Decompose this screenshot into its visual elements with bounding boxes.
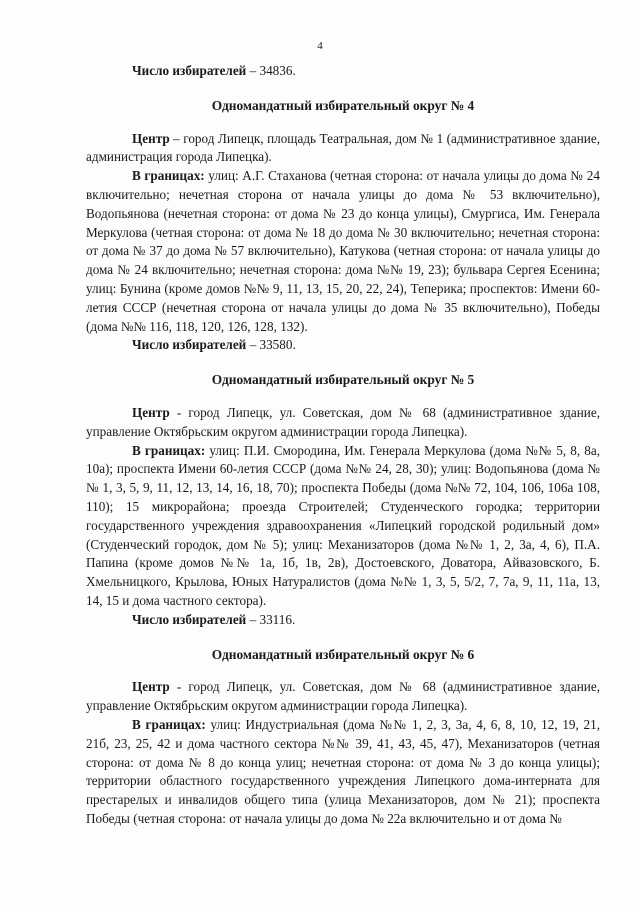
center-label: Центр	[132, 679, 170, 695]
voters-label: Число избирателей	[132, 337, 247, 353]
district-6-center	[86, 678, 600, 716]
center-text: - город Липецк, ул. Советская, дом № 68 (административное здание, управление Октябрьским округом администрации города Липецка).	[86, 679, 600, 714]
bounds-text: улиц: П.И. Смородина, Им. Генерала Меркулова (дома №№ 5, 8, 8а, 10а); проспекта Имени 60-летия СССР (дома №№ 24, 28, 30); улиц: Водопьянова (дома №№ 1, 3, 5, 9, 11, 12, 13, 14, 16, 18, 70); проспекта Победы (дома №№ 72, 104, 106, 106а 108, 110); 15 микрорайона; проезда Строителей; Студенческого городка; территории государственного учреждения здравоохранения «Липецкий городской родильный дом» (Студенческий городок, дом № 5); улиц: Механизаторов (дома №№ 1, 2, 3а, 4, 6), П.А. Папина (кроме домов №№ 1а, 1б, 1в, 2в), Достоевского, Доватора, Айвазовского, Б. Хмельницкого, Крылова, Юных Натуралистов (дома №№ 1, 3, 5, 5/2, 7, 7а, 9, 11, 11а, 13, 14, 15 и дома частного сектора).	[86, 442, 600, 608]
district-4-voters	[86, 336, 600, 355]
voters-value: – 33116.	[246, 611, 296, 627]
voters-label: Число избирателей	[132, 611, 247, 627]
voters-count-district-3	[86, 62, 600, 81]
district-6-bounds	[86, 716, 600, 829]
bounds-label: В границах:	[132, 442, 206, 458]
center-text: – город Липецк, площадь Театральная, дом № 1 (административное здание, администрация города Липецка).	[86, 130, 600, 165]
voters-value: – 34836.	[246, 63, 296, 78]
page-body	[86, 62, 600, 829]
bounds-label: В границах:	[132, 168, 205, 184]
district-4-bounds	[86, 167, 600, 336]
voters-label: Число избирателей	[132, 63, 247, 78]
bounds-text: улиц: Индустриальная (дома №№ 1, 2, 3, 3а, 4, 6, 8, 10, 12, 19, 21, 21б, 23, 25, 42 и дома частного сектора №№ 39, 41, 43, 45, 47), Механизаторов (четная сторона: от дома № 8 до конца улиц; нечетная сторона: от дома № 3 до конца улицы); территории областного государственного учреждения Липецкого дома-интерната для престарелых и инвалидов общего типа (улица Механизаторов, дом № 21); проспекта Победы (четная сторона: от начала улицы до дома № 22а включительно и от дома №	[86, 716, 601, 826]
district-5-heading: Одномандатный избирательный округ № 5	[211, 372, 475, 388]
district-4-heading: Одномандатный избирательный округ № 4	[211, 97, 475, 113]
center-text: - город Липецк, ул. Советская, дом № 68 (административное здание, управление Октябрьским округом администрации города Липецка).	[86, 404, 600, 439]
voters-value: – 33580.	[246, 337, 296, 353]
district-5-voters	[86, 611, 600, 630]
district-5-bounds	[86, 442, 600, 611]
district-5-center	[86, 404, 600, 442]
center-label: Центр	[132, 130, 170, 146]
page-number: 4	[317, 40, 323, 52]
bounds-label: В границах:	[132, 716, 206, 732]
bounds-text: улиц: А.Г. Стаханова (четная сторона: от начала улицы до дома № 24 включительно; нечетная сторона от начала улицы до дома № 53 включительно), Водопьянова (нечетная сторона: от дома № 23 до конца улицы), Смургиса, Им. Генерала Меркулова (четная сторона: от дома № 18 до дома № 30 включительно; нечетная сторона: от дома № 37 до дома № 57 включительно), Катукова (четная сторона: от начала улицы до дома № 24 включительно; нечетная сторона: дома №№ 19, 23); бульвара Сергея Есенина; улиц: Бунина (кроме домов №№ 9, 11, 13, 15, 20, 22, 24), Теперика; проспектов: Имени 60-летия СССР (нечетная сторона от начала улицы до дома № 35 включительно), Победы (дома №№ 116, 118, 120, 126, 128, 132).	[86, 168, 600, 334]
center-label: Центр	[132, 404, 170, 420]
district-4-center	[86, 130, 600, 168]
district-6-heading: Одномандатный избирательный округ № 6	[211, 646, 475, 662]
